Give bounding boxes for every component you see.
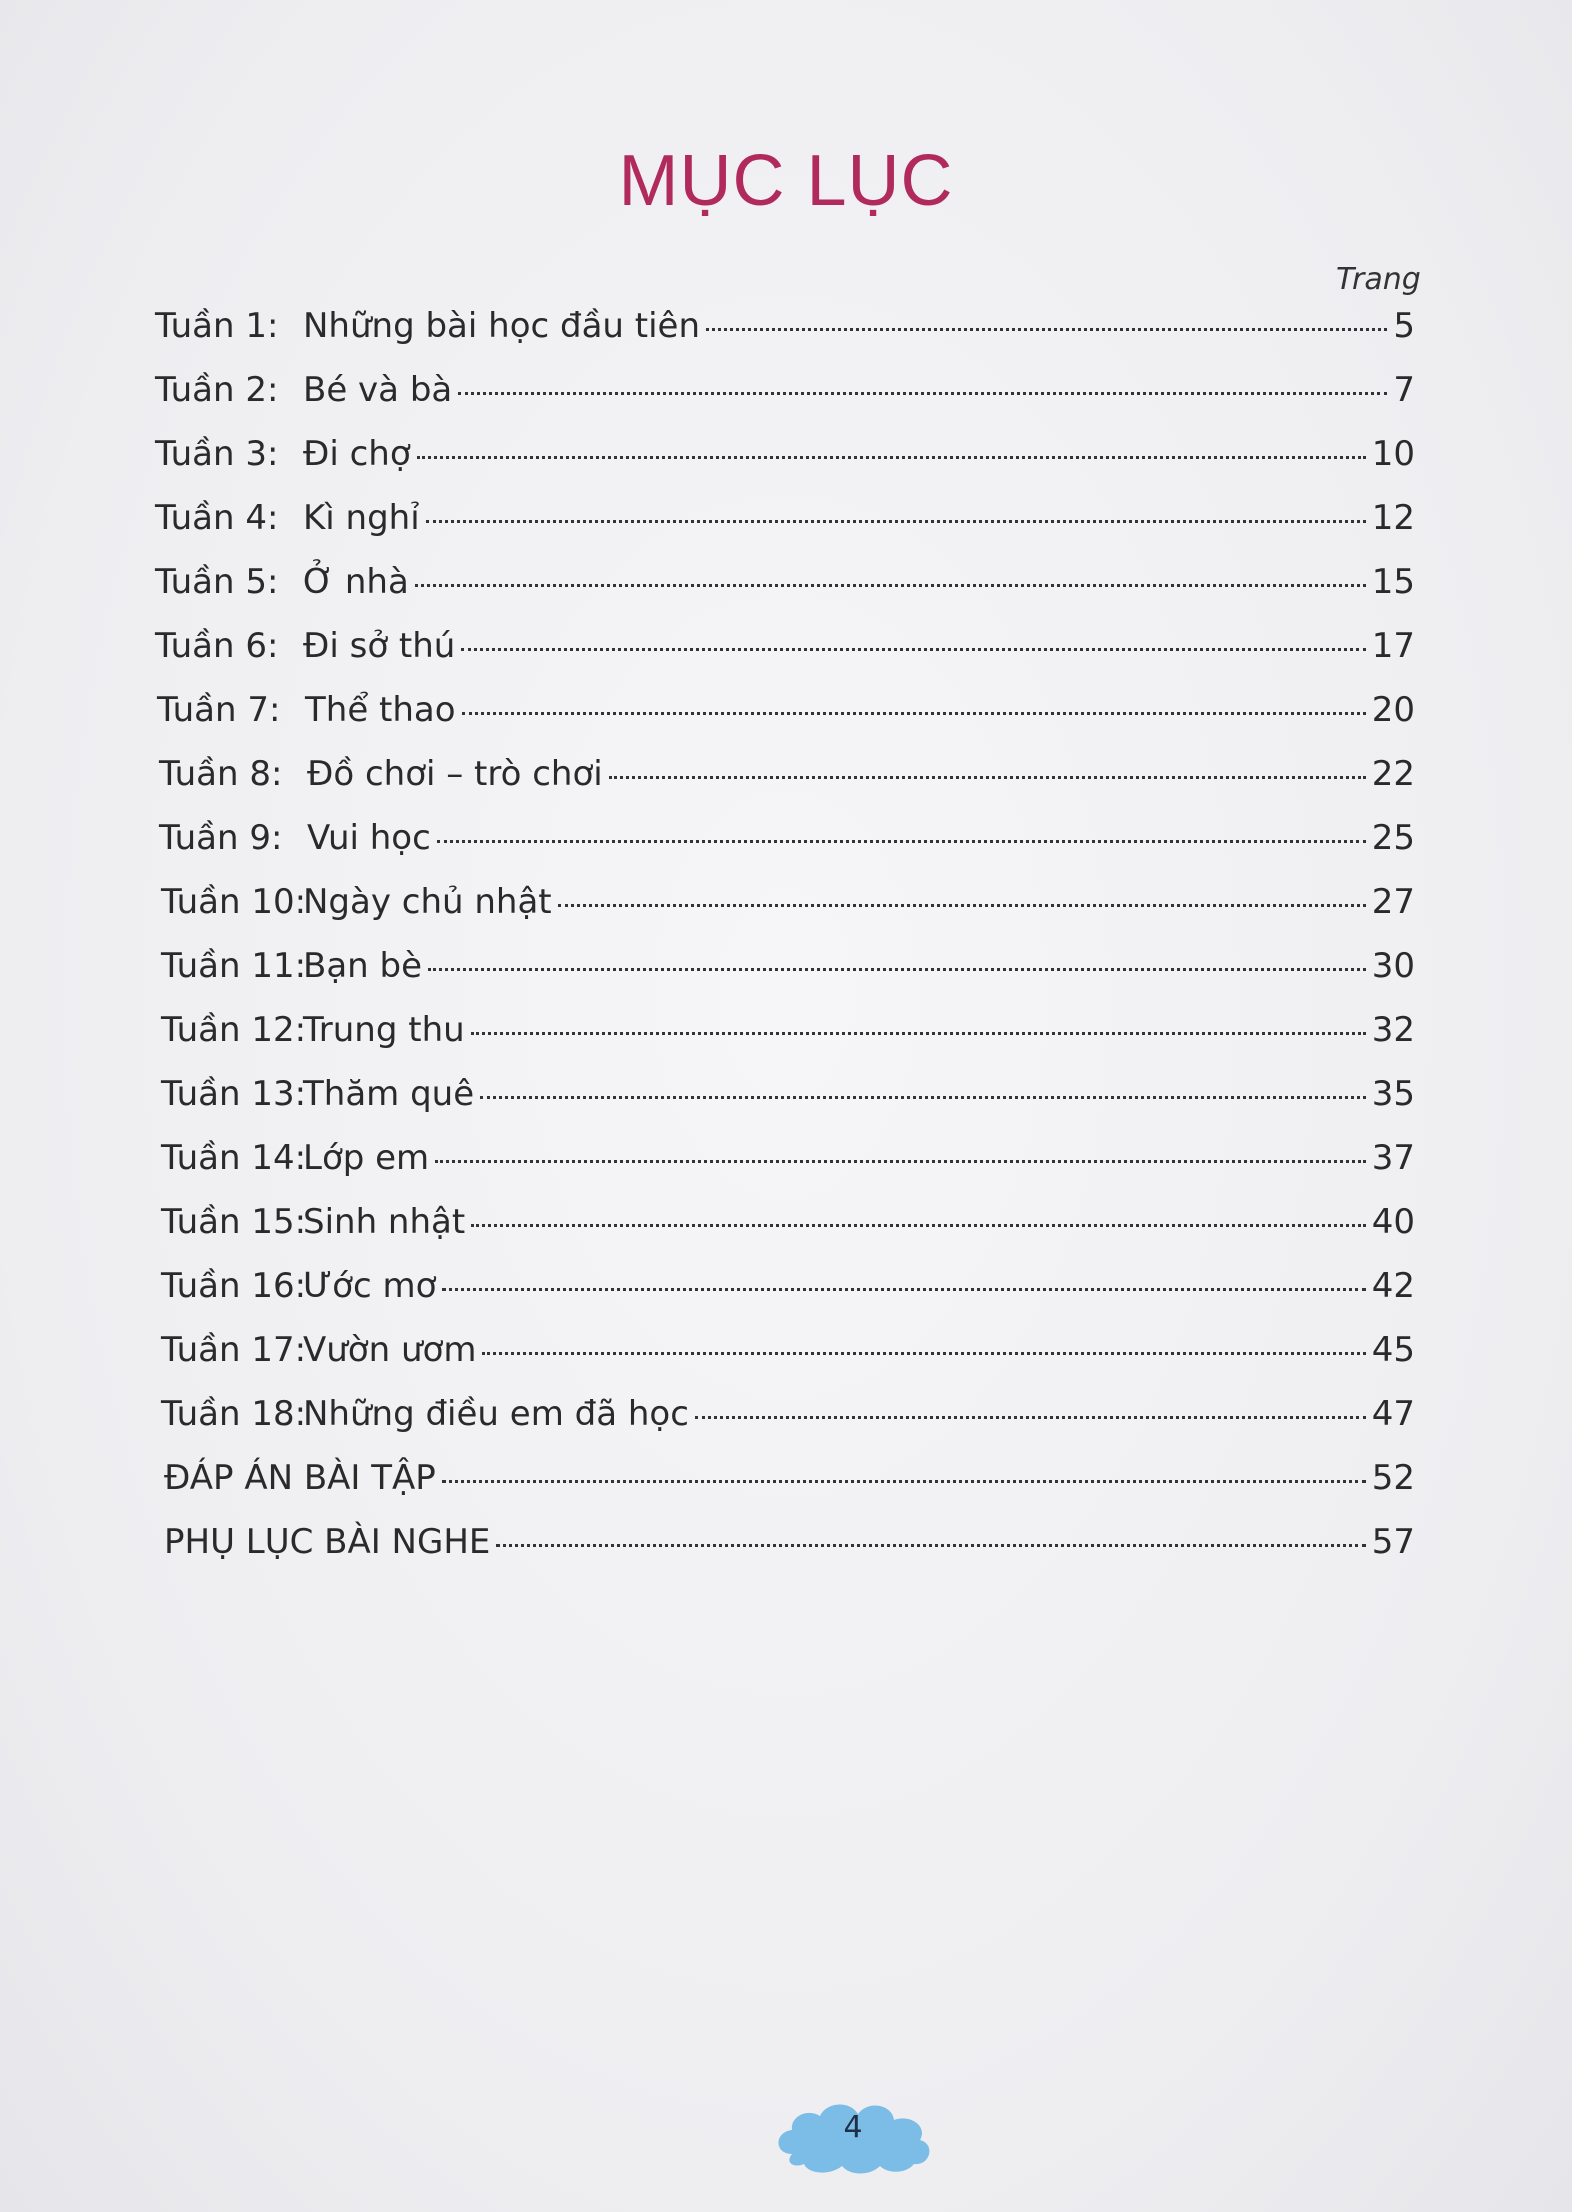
toc-entry[interactable] xyxy=(155,434,1415,474)
toc-chapter-title: ĐÁP ÁN BÀI TẬP xyxy=(164,1458,436,1498)
toc-page-number: 30 xyxy=(1371,946,1415,986)
dot-leader xyxy=(442,1288,1365,1291)
toc-week-label: Tuần 16: xyxy=(161,1266,307,1306)
toc-page-number: 17 xyxy=(1371,626,1415,666)
toc-page-number: 40 xyxy=(1371,1202,1415,1242)
toc-page-number: 20 xyxy=(1371,690,1415,730)
toc-page-number: 25 xyxy=(1371,818,1415,858)
toc-week-label: Tuần 9: xyxy=(159,818,283,858)
toc-chapter-title: Bạn bè xyxy=(303,946,423,986)
toc-page-number: 7 xyxy=(1393,370,1415,410)
toc-entry[interactable] xyxy=(161,1010,1415,1050)
toc-page-number: 27 xyxy=(1371,882,1415,922)
page-column-header: Trang xyxy=(1336,262,1421,297)
page-number: 4 xyxy=(843,2110,863,2145)
toc-week-label: Tuần 3: xyxy=(155,434,279,474)
toc-page-number: 57 xyxy=(1371,1522,1415,1562)
dot-leader xyxy=(442,1480,1366,1483)
toc-chapter-title: Sinh nhật xyxy=(303,1202,466,1242)
toc-page-number: 45 xyxy=(1371,1330,1415,1370)
dot-leader xyxy=(695,1416,1366,1419)
toc-chapter-title: Vườn ươm xyxy=(303,1330,477,1370)
dot-leader xyxy=(471,1032,1366,1035)
toc-entry[interactable] xyxy=(161,1266,1415,1306)
toc-week-label: Tuần 11: xyxy=(161,946,307,986)
toc-week-label: Tuần 17: xyxy=(161,1330,307,1370)
dot-leader xyxy=(428,968,1366,971)
toc-entry[interactable] xyxy=(161,1394,1415,1434)
toc-entry[interactable] xyxy=(155,626,1415,666)
toc-page-number: 5 xyxy=(1393,306,1415,346)
toc-week-label: Tuần 14: xyxy=(161,1138,307,1178)
dot-leader xyxy=(437,840,1366,843)
toc-page-number: 35 xyxy=(1371,1074,1415,1114)
page-title: MỤC LỤC xyxy=(618,141,954,221)
toc-chapter-title: Thăm quê xyxy=(303,1074,475,1114)
toc-page-number: 15 xyxy=(1371,562,1415,602)
toc-entry[interactable] xyxy=(161,1074,1415,1114)
toc-week-label: Tuần 6: xyxy=(155,626,279,666)
toc-page-number: 42 xyxy=(1371,1266,1415,1306)
toc-chapter-title: Những điều em đã học xyxy=(303,1394,689,1434)
toc-entry[interactable] xyxy=(161,882,1415,922)
toc-week-label: Tuần 18: xyxy=(161,1394,307,1434)
toc-chapter-title: Trung thu xyxy=(303,1010,465,1050)
dot-leader xyxy=(415,584,1366,587)
toc-week-label: Tuần 12: xyxy=(161,1010,307,1050)
toc-entry[interactable] xyxy=(161,946,1415,986)
dot-leader xyxy=(471,1224,1366,1227)
toc-week-label: Tuần 15: xyxy=(161,1202,307,1242)
toc-chapter-title: PHỤ LỤC BÀI NGHE xyxy=(164,1522,491,1562)
dot-leader xyxy=(496,1544,1365,1547)
toc-page-number: 32 xyxy=(1371,1010,1415,1050)
toc-page-number: 47 xyxy=(1371,1394,1415,1434)
toc-week-label: Tuần 7: xyxy=(157,690,281,730)
toc-chapter-title: Vui học xyxy=(307,818,431,858)
toc-entry[interactable] xyxy=(155,370,1415,410)
toc-chapter-title: Ước mơ xyxy=(303,1266,437,1306)
dot-leader xyxy=(558,904,1366,907)
toc-week-label: Tuần 4: xyxy=(155,498,279,538)
toc-week-label: Tuần 5: xyxy=(155,562,279,602)
dot-leader xyxy=(435,1160,1366,1163)
dot-leader xyxy=(417,456,1366,459)
dot-leader xyxy=(480,1096,1366,1099)
dot-leader xyxy=(609,776,1366,779)
toc-entry[interactable] xyxy=(155,562,1415,602)
toc-entry[interactable] xyxy=(161,1202,1415,1242)
toc-chapter-title: Đồ chơi – trò chơi xyxy=(307,754,603,794)
toc-chapter-title: Đi chợ xyxy=(303,434,411,474)
toc-page-number: 10 xyxy=(1371,434,1415,474)
toc-chapter-title: Ngày chủ nhật xyxy=(303,882,552,922)
toc-entry[interactable] xyxy=(161,1330,1415,1370)
toc-entry[interactable] xyxy=(159,818,1415,858)
dot-leader xyxy=(462,712,1366,715)
toc-page-number: 52 xyxy=(1371,1458,1415,1498)
toc-week-label: Tuần 8: xyxy=(159,754,283,794)
dot-leader xyxy=(461,648,1365,651)
toc-page-number: 12 xyxy=(1371,498,1415,538)
toc-entry[interactable] xyxy=(159,754,1415,794)
toc-chapter-title: Đi sở thú xyxy=(303,626,456,666)
toc-entry[interactable] xyxy=(161,1138,1415,1178)
toc-chapter-title: Thể thao xyxy=(305,690,456,730)
dot-leader xyxy=(706,328,1387,331)
toc-week-label: Tuần 13: xyxy=(161,1074,307,1114)
dot-leader xyxy=(482,1352,1365,1355)
toc-week-label: Tuần 1: xyxy=(155,306,279,346)
toc-chapter-title: Lớp em xyxy=(303,1138,430,1178)
toc-page-number: 22 xyxy=(1371,754,1415,794)
toc-page-number: 37 xyxy=(1371,1138,1415,1178)
toc-entry[interactable] xyxy=(155,498,1415,538)
toc-entry[interactable] xyxy=(157,690,1415,730)
dot-leader xyxy=(458,392,1387,395)
toc-chapter-title: Bé và bà xyxy=(303,370,453,410)
toc-week-label: Tuần 10: xyxy=(161,882,307,922)
toc-chapter-title: Kì nghỉ xyxy=(303,498,420,538)
toc-chapter-title: Những bài học đầu tiên xyxy=(303,306,701,346)
toc-week-label: Tuần 2: xyxy=(155,370,279,410)
dot-leader xyxy=(426,520,1366,523)
toc-chapter-title: Ở nhà xyxy=(303,562,409,602)
toc-entry[interactable] xyxy=(164,1458,1415,1498)
toc-entry[interactable] xyxy=(164,1522,1415,1562)
toc-entry[interactable] xyxy=(155,306,1415,346)
